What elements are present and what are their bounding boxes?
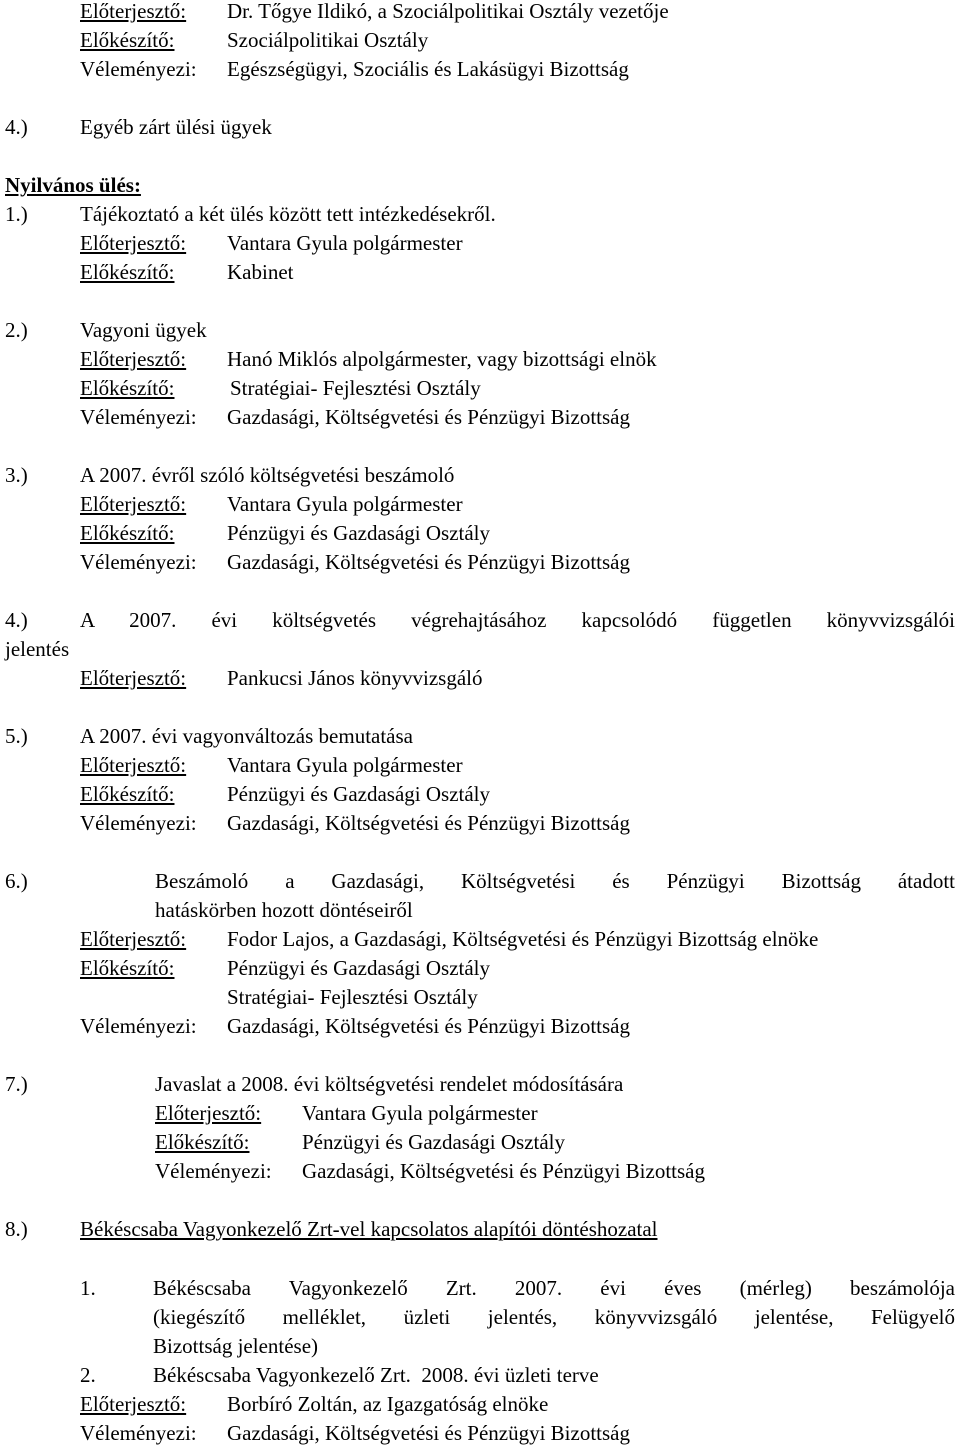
top-elokeszito-row	[5, 26, 955, 55]
top-eloterjeszto-row	[5, 0, 955, 26]
item-number: 6.)	[5, 869, 28, 893]
elokeszito-value: Kabinet	[227, 260, 294, 284]
eloterjeszto-label: Előterjesztő:	[80, 0, 187, 23]
elokeszito-value: Pénzügyi és Gazdasági Osztály	[302, 1130, 566, 1154]
eloterjeszto-value: Fodor Lajos, a Gazdasági, Költségvetési és Pénzügyi Bizottság elnöke	[227, 927, 819, 951]
elokeszito-label: Előkészítő:	[80, 782, 175, 806]
item-title-line1: Beszámoló a Gazdasági, Költségvetési és Pénzügyi Bizottság átadott	[155, 869, 955, 893]
eloterjeszto-label: Előterjesztő:	[80, 347, 187, 371]
item-number: 2.)	[5, 318, 28, 342]
item-6	[5, 867, 955, 896]
item-title: Egyéb zárt ülési ügyek	[80, 115, 272, 139]
sub-item-text: Békéscsaba Vagyonkezelő Zrt. 2008. évi üzleti terve	[153, 1363, 599, 1387]
sub-item-1	[5, 1274, 955, 1303]
item-title: Békéscsaba Vagyonkezelő Zrt-vel kapcsolatos alapítói döntéshozatal	[80, 1217, 658, 1241]
item-number: 5.)	[5, 724, 28, 748]
elokeszito-value: Pénzügyi és Gazdasági Osztály	[227, 956, 491, 980]
elokeszito-label: Előkészítő:	[80, 521, 175, 545]
item-title: A 2007. évi vagyonváltozás bemutatása	[80, 724, 413, 748]
velemenyezi-value: Gazdasági, Költségvetési és Pénzügyi Bizottság	[227, 1014, 630, 1038]
elokeszito-value: Pénzügyi és Gazdasági Osztály	[227, 782, 491, 806]
item-title: Vagyoni ügyek	[80, 318, 207, 342]
item-2	[5, 316, 955, 345]
sub-item-text-line1: Békéscsaba Vagyonkezelő Zrt. 2007. évi éves (mérleg) beszámolója	[153, 1276, 955, 1300]
velemenyezi-label: Véleményezi:	[155, 1159, 272, 1183]
velemenyezi-value: Gazdasági, Költségvetési és Pénzügyi Bizottság	[227, 1421, 630, 1445]
elokeszito-value-2: Stratégiai- Fejlesztési Osztály	[227, 985, 478, 1009]
eloterjeszto-value: Vantara Gyula polgármester	[302, 1101, 538, 1125]
closed-item-4	[5, 113, 955, 142]
elokeszito-label: Előkészítő:	[80, 28, 175, 52]
eloterjeszto-value: Dr. Tőgye Ildikó, a Szociálpolitikai Osztály vezetője	[227, 0, 669, 23]
eloterjeszto-value: Vantara Gyula polgármester	[227, 753, 463, 777]
item-7	[5, 1070, 955, 1099]
velemenyezi-value: Gazdasági, Költségvetési és Pénzügyi Bizottság	[227, 550, 630, 574]
velemenyezi-label: Véleményezi:	[80, 405, 197, 429]
velemenyezi-label: Véleményezi:	[80, 1014, 197, 1038]
item-title: Tájékoztató a két ülés között tett intézkedésekről.	[80, 202, 496, 226]
velemenyezi-label: Véleményezi:	[80, 550, 197, 574]
elokeszito-value: Stratégiai- Fejlesztési Osztály	[230, 376, 481, 400]
eloterjeszto-value: Pankucsi János könyvvizsgáló	[227, 666, 483, 690]
eloterjeszto-value: Borbíró Zoltán, az Igazgatóság elnöke	[227, 1392, 549, 1416]
elokeszito-label: Előkészítő:	[80, 260, 175, 284]
velemenyezi-label: Véleményezi:	[80, 57, 197, 81]
elokeszito-value: Pénzügyi és Gazdasági Osztály	[227, 521, 491, 545]
sub-item-text-line3: Bizottság jelentése)	[153, 1334, 319, 1358]
elokeszito-label: Előkészítő:	[80, 956, 175, 980]
item-number: 8.)	[5, 1217, 28, 1241]
eloterjeszto-value: Hanó Miklós alpolgármester, vagy bizottsági elnök	[227, 347, 657, 371]
eloterjeszto-label: Előterjesztő:	[80, 492, 187, 516]
item-title: Javaslat a 2008. évi költségvetési rendelet módosítására	[155, 1072, 624, 1096]
item-number: 7.)	[5, 1072, 28, 1096]
item-number: 1.)	[5, 202, 28, 226]
item-number: 4.)	[5, 608, 28, 632]
item-title-line2: hatáskörben hozott döntéseiről	[155, 898, 413, 922]
item-title-line2: jelentés	[5, 637, 70, 661]
eloterjeszto-label: Előterjesztő:	[80, 1392, 187, 1416]
elokeszito-label: Előkészítő:	[155, 1130, 250, 1154]
velemenyezi-label: Véleményezi:	[80, 1421, 197, 1445]
item-title-line1: A 2007. évi költségvetés végrehajtásához kapcsolódó független könyvvizsgálói	[80, 608, 955, 632]
item-number: 4.)	[5, 115, 28, 139]
item-1	[5, 200, 955, 229]
eloterjeszto-label: Előterjesztő:	[80, 666, 187, 690]
velemenyezi-label: Véleményezi:	[80, 811, 197, 835]
sub-item-number: 1.	[80, 1276, 96, 1300]
agenda-document	[5, 0, 955, 1448]
top-velemenyezi-row	[5, 55, 955, 84]
item-number: 3.)	[5, 463, 28, 487]
velemenyezi-value: Gazdasági, Költségvetési és Pénzügyi Bizottság	[227, 405, 630, 429]
item-4	[5, 606, 955, 635]
elokeszito-label: Előkészítő:	[80, 376, 175, 400]
item-5	[5, 722, 955, 751]
public-session-heading	[5, 171, 955, 200]
eloterjeszto-label: Előterjesztő:	[80, 927, 187, 951]
velemenyezi-value: Gazdasági, Költségvetési és Pénzügyi Bizottság	[302, 1159, 705, 1183]
sub-item-2	[5, 1361, 955, 1390]
velemenyezi-value: Gazdasági, Költségvetési és Pénzügyi Bizottság	[227, 811, 630, 835]
sub-item-text-line2: (kiegészítő melléklet, üzleti jelentés, könyvvizsgáló jelentése, Felügyelő	[153, 1305, 955, 1329]
item-3	[5, 461, 955, 490]
item-title: A 2007. évről szóló költségvetési beszámoló	[80, 463, 455, 487]
eloterjeszto-value: Vantara Gyula polgármester	[227, 231, 463, 255]
sub-item-number: 2.	[80, 1363, 96, 1387]
eloterjeszto-label: Előterjesztő:	[80, 231, 187, 255]
item-8	[5, 1215, 955, 1244]
elokeszito-value: Szociálpolitikai Osztály	[227, 28, 429, 52]
eloterjeszto-label: Előterjesztő:	[155, 1101, 262, 1125]
eloterjeszto-label: Előterjesztő:	[80, 753, 187, 777]
velemenyezi-value: Egészségügyi, Szociális és Lakásügyi Bizottság	[227, 57, 629, 81]
section-heading: Nyilvános ülés:	[5, 173, 141, 197]
eloterjeszto-value: Vantara Gyula polgármester	[227, 492, 463, 516]
